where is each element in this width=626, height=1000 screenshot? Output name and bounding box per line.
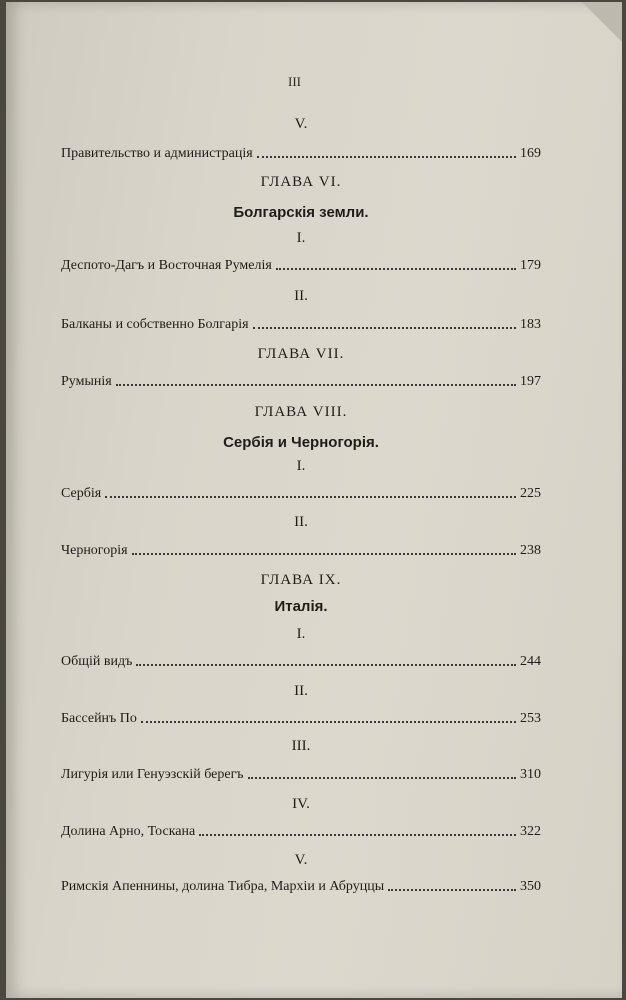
dot-leader bbox=[253, 327, 516, 329]
subsection-heading: I. bbox=[296, 230, 306, 246]
toc-entry-title: Бассейнъ По bbox=[61, 711, 137, 726]
toc-entry-title: Черногорія bbox=[61, 543, 128, 558]
subsection-heading: V. bbox=[294, 116, 308, 132]
dot-leader bbox=[105, 496, 516, 498]
toc-entry-title: Румынія bbox=[61, 374, 112, 389]
toc-entry bbox=[61, 539, 541, 559]
toc-entry bbox=[61, 254, 541, 274]
chapter-heading: ГЛАВА VII. bbox=[257, 346, 345, 362]
toc-entry-title: Римскія Апеннины, долина Тибра, Мархіи и Абруццы bbox=[61, 879, 385, 894]
toc-entry-page: 350 bbox=[520, 879, 541, 894]
toc-entry-title: Общій видъ bbox=[61, 654, 133, 669]
subsection-heading: II. bbox=[294, 514, 308, 530]
toc-entry-page: 179 bbox=[520, 258, 541, 273]
toc-entry-page: 183 bbox=[520, 317, 541, 332]
toc-entry bbox=[61, 482, 541, 502]
toc-entry-title: Лигурія или Генуэзскій берегъ bbox=[61, 767, 244, 782]
chapter-title: Сербія и Черногорія. bbox=[223, 434, 379, 451]
toc-entry-page: 310 bbox=[520, 767, 541, 782]
dot-leader bbox=[388, 889, 516, 891]
toc-entry-title: Деспото-Дагъ и Восточная Румелія bbox=[61, 258, 272, 273]
toc-entry-title: Долина Арно, Тоскана bbox=[61, 824, 196, 839]
chapter-heading: ГЛАВА IX. bbox=[260, 572, 342, 588]
toc-entry bbox=[61, 370, 541, 390]
dot-leader bbox=[136, 664, 516, 666]
toc-entry bbox=[61, 820, 541, 840]
toc-entry-page: 253 bbox=[520, 711, 541, 726]
subsection-heading: II. bbox=[294, 683, 308, 699]
subsection-heading: V. bbox=[294, 852, 308, 868]
toc-entry-title: Сербія bbox=[61, 486, 102, 501]
book-page bbox=[6, 2, 622, 998]
toc-entry-page: 197 bbox=[520, 374, 541, 389]
subsection-heading: I. bbox=[296, 626, 306, 642]
subsection-heading: III. bbox=[291, 738, 311, 754]
folded-corner bbox=[582, 2, 622, 42]
chapter-heading: ГЛАВА VIII. bbox=[254, 404, 348, 420]
toc-entry bbox=[61, 875, 541, 895]
toc-entry-title: Балканы и собственно Болгарія bbox=[61, 317, 249, 332]
toc-entry bbox=[61, 763, 541, 783]
dot-leader bbox=[141, 721, 516, 723]
page-number: III bbox=[288, 74, 301, 89]
toc-entry-page: 238 bbox=[520, 543, 541, 558]
dot-leader bbox=[132, 553, 516, 555]
chapter-title: Италія. bbox=[274, 598, 328, 615]
dot-leader bbox=[199, 834, 516, 836]
subsection-heading: II. bbox=[294, 288, 308, 304]
chapter-heading: ГЛАВА VI. bbox=[260, 174, 342, 190]
toc-entry-page: 169 bbox=[520, 146, 541, 161]
toc-entry-page: 244 bbox=[520, 654, 541, 669]
chapter-title: Болгарскія земли. bbox=[233, 204, 369, 221]
toc-entry-page: 322 bbox=[520, 824, 541, 839]
toc-entry-title: Правительство и администрація bbox=[61, 146, 253, 161]
toc-entry bbox=[61, 707, 541, 727]
dot-leader bbox=[276, 268, 516, 270]
dot-leader bbox=[248, 777, 516, 779]
dot-leader bbox=[257, 156, 516, 158]
toc-entry bbox=[61, 313, 541, 333]
toc-entry-page: 225 bbox=[520, 486, 541, 501]
subsection-heading: I. bbox=[296, 458, 306, 474]
toc-entry bbox=[61, 142, 541, 162]
dot-leader bbox=[116, 384, 516, 386]
subsection-heading: IV. bbox=[292, 796, 310, 812]
toc-entry bbox=[61, 650, 541, 670]
